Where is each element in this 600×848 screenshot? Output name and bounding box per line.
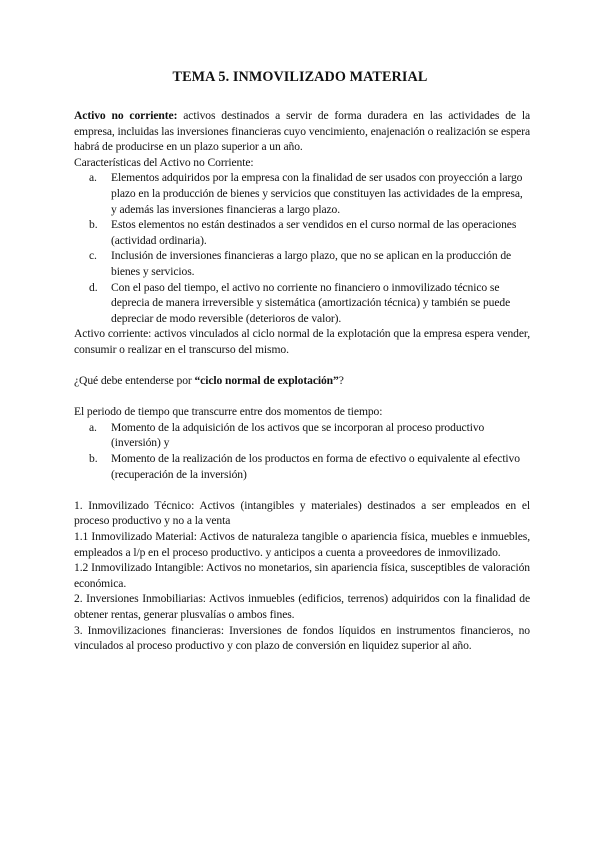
list-marker: c. [89, 249, 97, 263]
list-item [74, 170, 530, 217]
question-suffix: ? [338, 374, 344, 388]
list-item-text: Momento de la realización de los productos en forma de efectivo o equivalente al efectivo (recuperación de la inversión) [111, 452, 520, 481]
list-item-text: Estos elementos no están destinados a ser vendidos en el curso normal de las operaciones (actividad ordinaria). [111, 218, 517, 247]
intro-term: Activo no corriente: [74, 109, 178, 122]
list-item [74, 217, 530, 248]
question-term: “ciclo normal de explotación” [194, 374, 339, 388]
list-marker: a. [89, 420, 97, 434]
current-asset-paragraph: Activo corriente: activos vinculados al ciclo normal de la explotación que la empresa espera vender, consumir o realizar en el transcurso del mismo. [74, 327, 530, 356]
list-marker: b. [89, 218, 98, 232]
classification-item: 2. Inversiones Inmobiliarias: Activos inmuebles (edificios, terrenos) adquiridos con la finalidad de obtener rentas, generar plusvalías o ambos fines. [74, 592, 530, 621]
question-paragraph [74, 373, 530, 389]
list-marker: b. [89, 452, 98, 466]
classification-item: 1. Inmovilizado Técnico: Activos (intangibles y materiales) destinados a ser empleados en el proceso productivo y no a la venta [74, 498, 530, 528]
list-marker: d. [89, 280, 98, 294]
classification-item: 3. Inmovilizaciones financieras: Inversiones de fondos líquidos en instrumentos financieros, no vinculados al proceso productivo y con plazo de conversión en liquidez superior al año. [74, 623, 530, 653]
list-item [74, 280, 530, 327]
list-item [74, 420, 530, 451]
spacer [74, 389, 530, 405]
characteristics-heading: Características del Activo no Corriente: [74, 155, 254, 169]
period-intro: El periodo de tiempo que transcurre entre dos momentos de tiempo: [74, 405, 383, 419]
document-body [74, 108, 530, 654]
classification-item: 1.1 Inmovilizado Material: Activos de naturaleza tangible o apariencia física, muebles e inmuebles, empleados a l/p en el proceso productivo. y anticipos a cuenta a proveedores de inmovilizado. [74, 530, 530, 559]
intro-definition: activos destinados a servir de forma duradera en las actividades de la empresa, incluidas las inversiones financieras cuyo vencimiento, enajenación o realización se espera habrá de producirse en un plazo superior a un año. [74, 109, 531, 154]
characteristics-list [74, 170, 530, 326]
list-item-text: Con el paso del tiempo, el activo no corriente no financiero o inmovilizado técnico se deprecia de manera irreversible y sistemática (amortización técnica) y también se puede depreciar de modo reversible (deterioros de valor). [111, 280, 511, 325]
list-marker: a. [89, 171, 97, 185]
list-item [74, 451, 530, 482]
period-list [74, 420, 530, 482]
list-item [74, 248, 530, 279]
classification-item: 1.2 Inmovilizado Intangible: Activos no monetarios, sin apariencia física, susceptibles de valoración económica. [74, 561, 530, 590]
question-prefix: ¿Qué debe entenderse por [74, 374, 195, 388]
list-item-text: Inclusión de inversiones financieras a largo plazo, que no se aplican en la producción de bienes y servicios. [111, 249, 512, 278]
intro-paragraph [74, 108, 530, 155]
spacer [74, 358, 530, 374]
page-title: TEMA 5. INMOVILIZADO MATERIAL [172, 69, 428, 85]
spacer [74, 482, 530, 498]
list-item-text: Momento de la adquisición de los activos que se incorporan al proceso productivo (inversión) y [111, 420, 485, 450]
list-item-text: Elementos adquiridos por la empresa con la finalidad de ser usados con proyección a largo plazo en la producción de bienes y servicios que constituyen las actividades de la empresa, y además las inversiones financieras a largo plazo. [111, 171, 523, 216]
